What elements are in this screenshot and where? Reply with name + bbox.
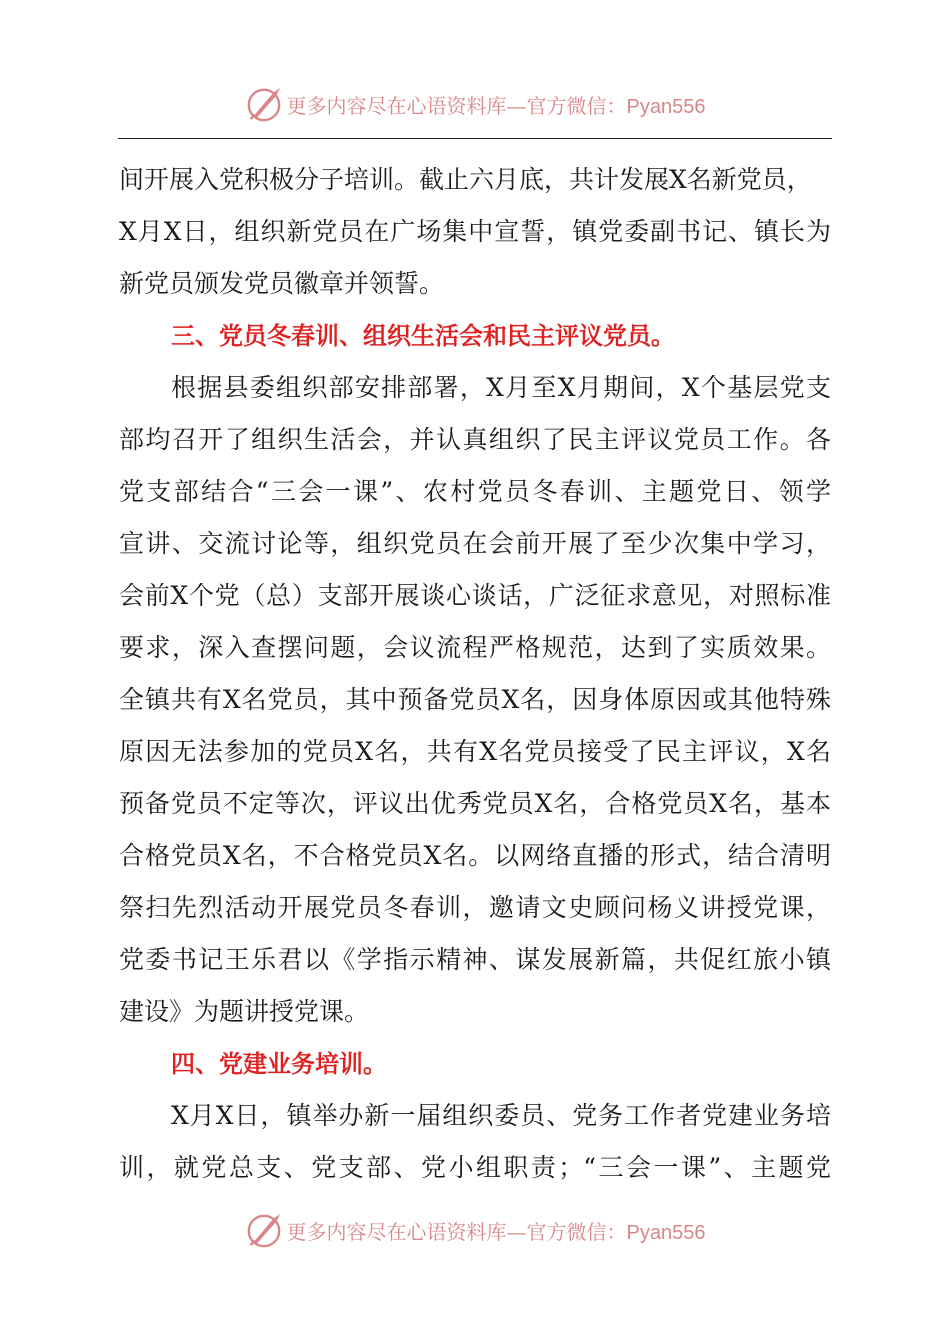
banner-text: 更多内容尽在心语资料库—官方微信：: [286, 93, 627, 118]
banner-text: 更多内容尽在心语资料库—官方微信：: [286, 1219, 627, 1244]
body-line: 党支部结合“三会一课”、农村党员冬春训、主题党日、领学: [119, 477, 831, 506]
header-divider: [118, 138, 832, 139]
body-line: 预备党员不定等次，评议出优秀党员X名，合格党员X名，基本: [119, 789, 831, 818]
body-line: 祭扫先烈活动开展党员冬春训，邀请文史顾问杨义讲授党课，: [119, 893, 831, 922]
quill-logo-icon: [245, 85, 283, 123]
body-line: 会前X个党（总）支部开展谈心谈话，广泛征求意见，对照标准: [119, 581, 831, 610]
body-line: 宣讲、交流讨论等，组织党员在会前开展了至少次集中学习，: [119, 529, 831, 558]
body-line: 根据县委组织部安排部署，X月至X月期间，X个基层党支: [171, 373, 831, 402]
section-heading-4: 四、党建业务培训。: [171, 1050, 387, 1078]
document-body: [119, 154, 831, 1194]
body-line: X月X日，镇举办新一届组织委员、党务工作者党建业务培: [171, 1101, 831, 1130]
banner-wechat-id: Pyan556: [626, 95, 706, 118]
quill-logo-icon: [245, 1211, 283, 1249]
banner-wechat-id: Pyan556: [626, 1221, 706, 1244]
body-line: 合格党员X名，不合格党员X名。以网络直播的形式，结合清明: [119, 841, 831, 870]
section-heading-3: 三、党员冬春训、组织生活会和民主评议党员。: [171, 322, 675, 350]
body-line: 党委书记王乐君以《学指示精神、谋发展新篇，共促红旅小镇: [119, 945, 831, 974]
header-watermark-banner: [0, 82, 950, 126]
body-line: X月X日，组织新党员在广场集中宣誓，镇党委副书记、镇长为: [119, 217, 831, 246]
body-line: 部均召开了组织生活会，并认真组织了民主评议党员工作。各: [119, 425, 831, 454]
footer-watermark-banner: [0, 1208, 950, 1252]
body-line: 训，就党总支、党支部、党小组职责；“三会一课”、主题党: [119, 1153, 831, 1182]
body-line: 建设》为题讲授党课。: [119, 997, 370, 1026]
body-line: 新党员颁发党员徽章并领誓。: [119, 269, 445, 298]
body-line: 要求，深入查摆问题，会议流程严格规范，达到了实质效果。: [119, 633, 831, 662]
body-line: 全镇共有X名党员，其中预备党员X名，因身体原因或其他特殊: [119, 685, 831, 714]
body-line: 间开展入党积极分子培训。截止六月底，共计发展X名新党员，: [119, 165, 812, 194]
body-line: 原因无法参加的党员X名，共有X名党员接受了民主评议，X名: [119, 737, 831, 766]
